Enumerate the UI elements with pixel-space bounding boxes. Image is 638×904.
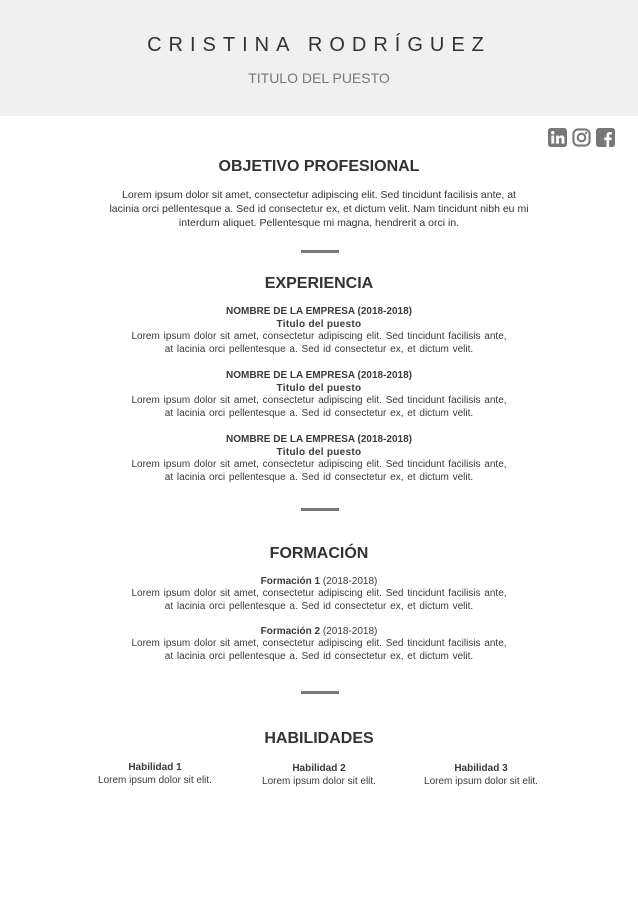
job-entry: [0, 434, 638, 484]
job-role: Titulo del puesto: [276, 319, 362, 330]
job-company: NOMBRE DE LA EMPRESA (2018-2018): [226, 306, 412, 317]
candidate-name: CRISTINA RODRÍGUEZ: [147, 34, 491, 56]
education-description: at lacinia orci pellentesque a. Sed id consectetur ex, et dictum velit.: [164, 650, 474, 662]
job-company: NOMBRE DE LA EMPRESA (2018-2018): [226, 434, 412, 445]
job-role: Titulo del puesto: [276, 447, 362, 458]
skill-name: Habilidad 3: [454, 763, 508, 774]
job-description: at lacinia orci pellentesque a. Sed id consectetur ex, et dictum velit.: [164, 471, 474, 483]
job-company: NOMBRE DE LA EMPRESA (2018-2018): [226, 370, 412, 381]
social-icons: [548, 128, 615, 147]
section-divider: [301, 250, 339, 253]
education-section: [0, 545, 638, 563]
education-years: (2018-2018): [322, 626, 378, 637]
skill-description: Lorem ipsum dolor sit elit.: [98, 775, 212, 786]
objective-title: OBJETIVO PROFESIONAL: [218, 158, 420, 175]
objective-line: Lorem ipsum dolor sit amet, consectetur adipiscing elit. Sed tincidunt facilisis ante, at: [122, 189, 516, 201]
skill-description: Lorem ipsum dolor sit elit.: [424, 776, 538, 787]
job-title: TITULO DEL PUESTO: [248, 70, 390, 86]
section-divider: [301, 508, 339, 511]
education-name: Formación 2: [260, 626, 321, 637]
job-role: Titulo del puesto: [276, 383, 362, 394]
job-description: Lorem ipsum dolor sit amet, consectetur adipiscing elit. Sed tincidunt facilisis ante,: [131, 331, 507, 342]
skill-name: Habilidad 2: [292, 763, 346, 774]
education-description: at lacinia orci pellentesque a. Sed id consectetur ex, et dictum velit.: [164, 600, 474, 612]
objective-section: [0, 158, 638, 176]
education-description: Lorem ipsum dolor sit amet, consectetur adipiscing elit. Sed tincidunt facilisis ante,: [131, 588, 507, 599]
education-title: FORMACIÓN: [269, 545, 369, 562]
skills-title: HABILIDADES: [264, 730, 374, 747]
job-entry: [0, 306, 638, 356]
skill-item: [234, 762, 404, 788]
education-heading: [0, 626, 638, 638]
facebook-icon[interactable]: [596, 128, 615, 147]
job-description: at lacinia orci pellentesque a. Sed id consectetur ex, et dictum velit.: [164, 407, 474, 419]
skill-description: Lorem ipsum dolor sit elit.: [262, 776, 376, 787]
job-description: at lacinia orci pellentesque a. Sed id consectetur ex, et dictum velit.: [164, 343, 474, 355]
linkedin-icon[interactable]: [548, 128, 567, 147]
experience-title: EXPERIENCIA: [264, 275, 374, 292]
education-name: Formación 1: [260, 576, 321, 587]
experience-section: [0, 275, 638, 293]
header-band: [0, 0, 638, 116]
job-description: Lorem ipsum dolor sit amet, consectetur adipiscing elit. Sed tincidunt facilisis ante,: [131, 395, 507, 406]
job-description: Lorem ipsum dolor sit amet, consectetur adipiscing elit. Sed tincidunt facilisis ante,: [131, 459, 507, 470]
education-heading: [0, 576, 638, 588]
education-description: Lorem ipsum dolor sit amet, consectetur adipiscing elit. Sed tincidunt facilisis ante,: [131, 638, 507, 649]
education-years: (2018-2018): [322, 576, 378, 587]
education-entry: [0, 576, 638, 613]
skill-item: [396, 762, 566, 788]
skill-item: [70, 761, 240, 787]
objective-text: [0, 188, 638, 230]
instagram-icon[interactable]: [572, 128, 591, 147]
job-entry: [0, 370, 638, 420]
objective-line: interdum aliquet. Pellentesque mi magna, hendrerit a orci in.: [178, 217, 460, 229]
section-divider: [301, 691, 339, 694]
education-entry: [0, 626, 638, 663]
skills-section: [0, 730, 638, 748]
skill-name: Habilidad 1: [128, 762, 182, 773]
objective-line: lacinia orci pellentesque a. Sed id consectetur ex, et dictum velit. Nam tincidunt nibh eu mi: [109, 203, 529, 215]
